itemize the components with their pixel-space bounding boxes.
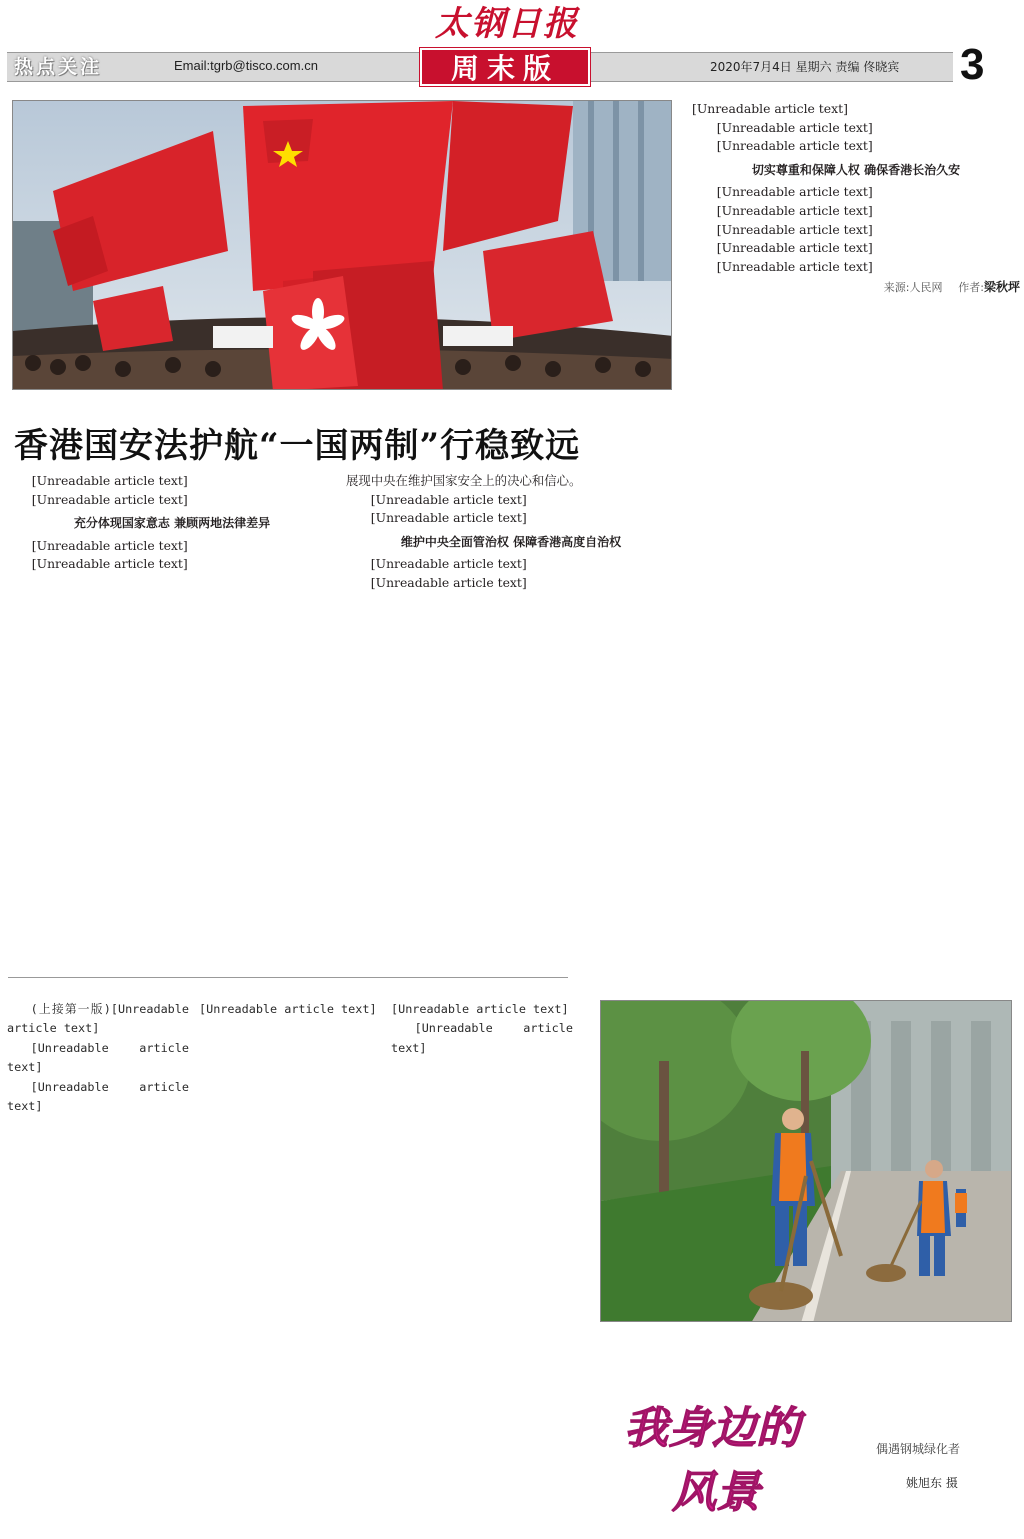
paragraph: [Unreadable article text] xyxy=(716,202,873,218)
paragraph: [Unreadable article text] xyxy=(31,491,188,507)
paragraph: [Unreadable article text] xyxy=(391,1002,569,1016)
page-number: 3 xyxy=(960,40,985,89)
continued-column-3 xyxy=(391,1000,573,1058)
author-name: 梁秋坪 xyxy=(983,280,1020,295)
paragraph: [Unreadable article text] xyxy=(31,537,188,553)
continued-column-1 xyxy=(7,1000,189,1116)
dateline: 2020年7月4日 星期六 责编 佟晓宾 xyxy=(710,60,900,74)
subheading: 充分体现国家意志 兼顾两地法律差异 xyxy=(73,516,271,531)
paragraph: [Unreadable article text] xyxy=(716,221,873,237)
paragraph: [Unreadable article text] xyxy=(370,556,527,572)
subheading: 切实尊重和保障人权 确保香港长治久安 xyxy=(751,162,961,177)
paragraph: [Unreadable article text] xyxy=(370,510,527,526)
photographer-credit: 姚旭东 摄 xyxy=(906,1476,958,1490)
paragraph: [Unreadable article text] xyxy=(7,1079,189,1114)
paragraph: [Unreadable article text] xyxy=(716,119,873,135)
paragraph: [Unreadable article text] xyxy=(7,1040,189,1075)
continued-column-2 xyxy=(199,1000,381,1019)
paragraph: [Unreadable article text] xyxy=(391,1021,573,1055)
paragraph: [Unreadable article text] xyxy=(199,1002,377,1016)
article-column-1 xyxy=(7,472,337,574)
article-column-2 xyxy=(346,472,676,593)
paragraph: [Unreadable article text] xyxy=(716,240,873,256)
paragraph: [Unreadable article text] xyxy=(692,101,848,116)
flags-photo-illustration xyxy=(13,101,672,390)
edition-badge: 周末版 xyxy=(420,48,590,86)
article-headline: 香港国安法护航“一国两制”行稳致远 xyxy=(14,426,581,466)
section-label: 热点关注 xyxy=(14,56,103,78)
caption-title-line2: 风景 xyxy=(672,1467,760,1518)
source-credit: 来源:人民网 xyxy=(883,281,943,295)
paragraph: (上接第一版)[Unreadable article text] xyxy=(7,1002,189,1036)
paragraph: [Unreadable article text] xyxy=(370,574,527,590)
contact-email: Email:tgrb@tisco.com.cn xyxy=(174,58,318,73)
street-sweepers-illustration xyxy=(601,1001,1012,1322)
section-divider xyxy=(8,977,568,978)
paragraph: [Unreadable article text] xyxy=(716,138,873,154)
paragraph: [Unreadable article text] xyxy=(716,184,873,200)
article-column-3 xyxy=(692,100,1020,298)
photo-caption xyxy=(600,1378,1012,1534)
paragraph: [Unreadable article text] xyxy=(31,473,188,488)
caption-title-line1: 我身边的 xyxy=(624,1403,800,1454)
street-sweepers-photo xyxy=(600,1000,1012,1322)
byline xyxy=(692,278,1020,298)
paragraph: [Unreadable article text] xyxy=(716,258,873,274)
newspaper-logo: 太钢日报 xyxy=(435,4,579,44)
author-label: 作者: xyxy=(958,281,984,295)
paragraph: [Unreadable article text] xyxy=(370,491,527,507)
caption-subtitle: 偶遇钢城绿化者 xyxy=(876,1442,961,1456)
flags-photo xyxy=(12,100,672,390)
paragraph: 展现中央在维护国家安全上的决心和信心。 xyxy=(346,473,582,488)
subheading: 维护中央全面管治权 保障香港高度自治权 xyxy=(400,534,622,549)
paragraph: [Unreadable article text] xyxy=(31,556,188,572)
